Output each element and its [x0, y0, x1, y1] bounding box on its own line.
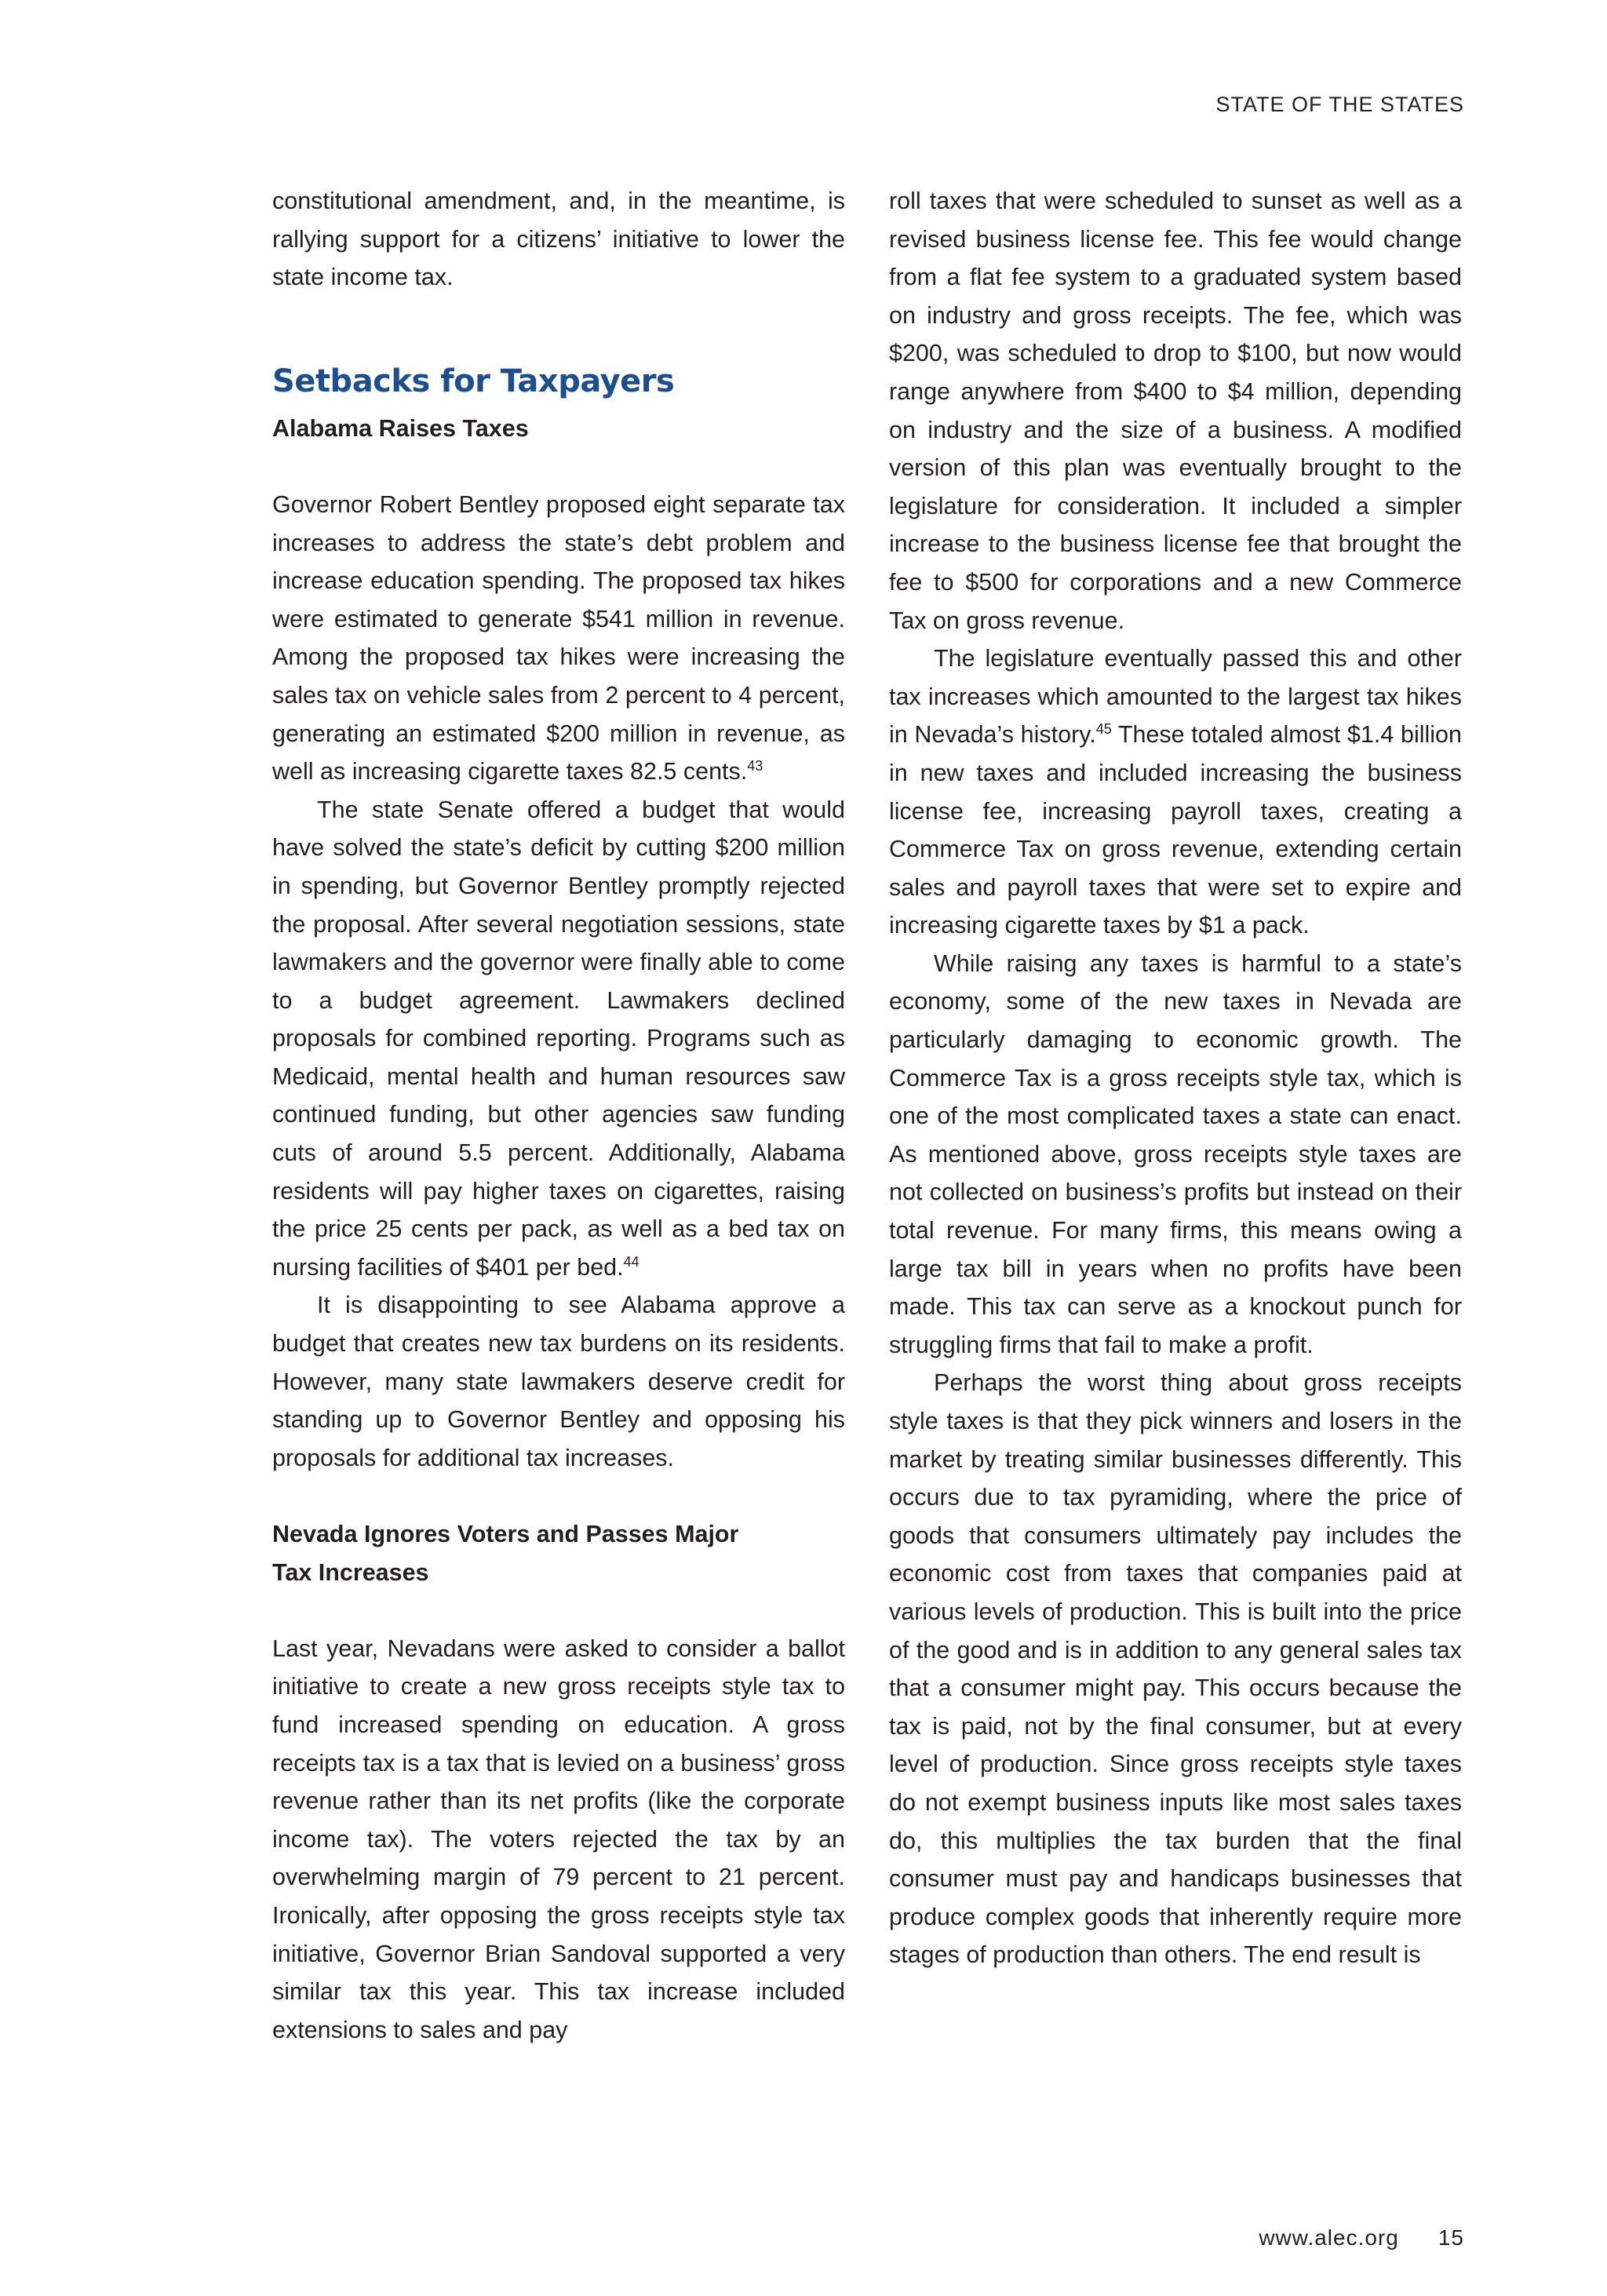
paragraph-intro-continued: constitutional amendment, and, in the meantime, is rallying support for a citizens’ initiative to lower the state income tax.	[272, 188, 845, 291]
subheading-nevada	[272, 1515, 845, 1591]
paragraph-nevada-2	[889, 640, 1462, 945]
subheading-nevada-line2: Tax Increases	[272, 1558, 429, 1586]
paragraph-nevada-4: Perhaps the worst thing about gross receipts style taxes is that they pick winners and losers in the market by treating similar businesses differently. This occurs due to tax pyramiding, where the price of goods that consumers ultimately pay includes the economic cost from taxes that companies paid at various levels of production. This is built into the price of the good and is in addition to any general sales tax that a consumer might pay. This occurs because the tax is paid, not by the final consumer, but at every level of production. Since gross receipts style taxes do not exempt business inputs like most sales taxes do, this multiplies the tax burden that the final consumer must pay and handicaps businesses that produce complex goods that inherently require more stages of production than others. The end result is	[889, 1369, 1462, 1969]
page-footer	[1259, 2225, 1464, 2250]
website-link[interactable]: www.alec.org	[1259, 2225, 1399, 2250]
paragraph-text: Governor Robert Bentley proposed eight separate tax increases to address the state’s debt problem and increase education spending. The proposed tax hikes were estimated to generate $541 million in revenue. Among the proposed tax hikes were increasing the sales tax on vehicle sales from 2 percent to 4 percent, generating an estimated $200 million in revenue, as well as increasing cigarette taxes 82.5 cents.	[272, 490, 845, 785]
paragraph-text: The state Senate offered a budget that would have solved the state’s deficit by cutting $200 million in spending, but Governor Bentley promptly rejected the proposal. After several negotiation sessions, state lawmakers and the governor were finally able to come to a budget agreement. Lawmakers declined proposals for combined reporting. Programs such as Medicaid, mental health and human resources saw continued funding, but other agencies saw funding cuts of around 5.5 percent. Additionally, Alabama residents will pay higher taxes on cigarettes, raising the price 25 cents per pack, as well as a bed tax on nursing facilities of $401 per bed.	[272, 796, 845, 1281]
subheading-nevada-line1: Nevada Ignores Voters and Passes Major	[272, 1521, 739, 1547]
paragraph-alabama-1	[272, 486, 845, 791]
paragraph-text: These totaled almost $1.4 billion in new taxes and included increasing the business license fee, increasing payroll taxes, creating a Commerce Tax on gross revenue, extending certain sales and payroll taxes that were set to expire and increasing cigarette taxes by $1 a pack.	[889, 721, 1462, 939]
section-heading: Setbacks for Taxpayers	[272, 363, 675, 399]
right-column	[889, 182, 1462, 1974]
paragraph-text: The legislature eventually passed this and other tax increases which amounted to the largest tax hikes in Nevada’s history.	[889, 645, 1462, 749]
paragraph-nevada-continued: roll taxes that were scheduled to sunset as well as a revised business license fee. This fee would change from a flat fee system to a graduated system based on industry and gross receipts. The fee, which was $200, was scheduled to drop to $100, but now would range anywhere from $400 to $4 million, depending on industry and the size of a business. A modified version of this plan was eventually brought to the legislature for consideration. It included a simpler increase to the business license fee that brought the fee to $500 for corporations and a new Commerce Tax on gross revenue.	[889, 188, 1462, 634]
subheading-alabama: Alabama Raises Taxes	[272, 414, 529, 442]
footnote-ref-43: 43	[747, 757, 763, 774]
page-number: 15	[1438, 2225, 1464, 2250]
footnote-ref-44: 44	[623, 1253, 640, 1270]
paragraph-alabama-2	[272, 791, 845, 1287]
paragraph-nevada-3: While raising any taxes is harmful to a state’s economy, some of the new taxes in Nevada are particularly damaging to economic growth. The Commerce Tax is a gross receipts style tax, which is one of the most complicated taxes a state can enact. As mentioned above, gross receipts style taxes are not collected on business’s profits but instead on their total revenue. For many firms, this means owing a large tax bill in years when no profits have been made. This tax can serve as a knockout punch for struggling firms that fail to make a profit.	[889, 949, 1462, 1358]
footnote-ref-45: 45	[1095, 721, 1112, 738]
paragraph-nevada-1: Last year, Nevadans were asked to consider a ballot initiative to create a new gross receipts style tax to fund increased spending on education. A gross receipts tax is a tax that is levied on a business’ gross revenue rather than its net profits (like the corporate income tax). The voters rejected the tax by an overwhelming margin of 79 percent to 21 percent. Ironically, after opposing the gross receipts style tax initiative, Governor Brian Sandoval supported a very similar tax this year. This tax increase included extensions to sales and pay	[272, 1635, 845, 2043]
paragraph-alabama-3: It is disappointing to see Alabama approve a budget that creates new tax burdens on its residents. However, many state lawmakers deserve credit for standing up to Governor Bentley and opposing his proposals for additional tax increases.	[272, 1292, 845, 1471]
running-header: STATE OF THE STATES	[1215, 93, 1464, 116]
left-column	[272, 182, 845, 2049]
